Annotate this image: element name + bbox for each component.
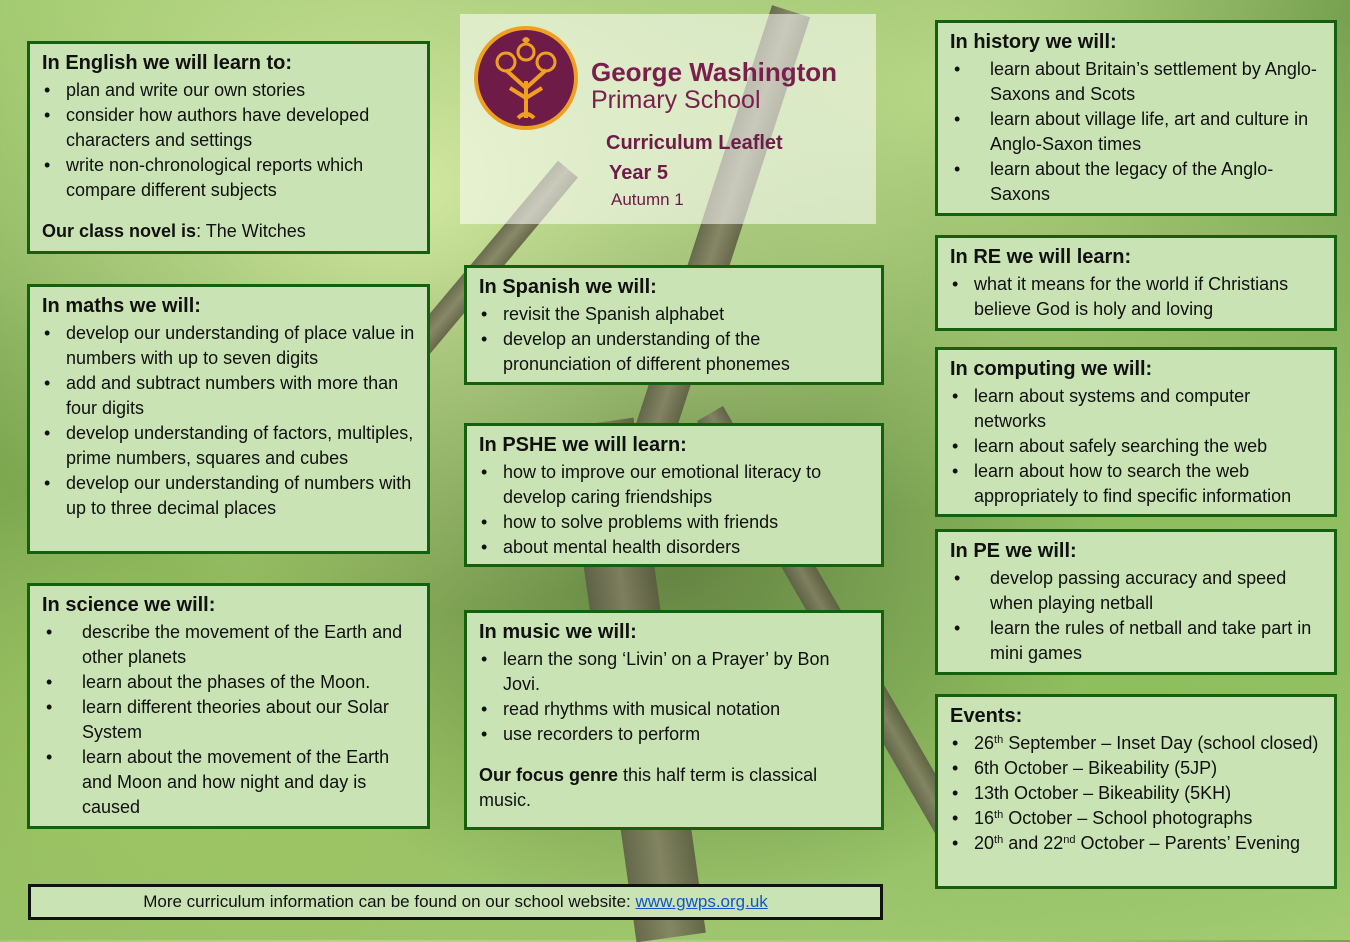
- list-item: • learn the song ‘Livin’ on a Prayer’ by Bon Jovi.: [479, 647, 871, 697]
- event-item: • 13th October – Bikeability (5KH): [950, 781, 1324, 806]
- list-item: • learn about Britain’s settlement by Anglo-Saxons and Scots: [950, 57, 1324, 107]
- school-name-line2: Primary School: [591, 86, 761, 114]
- pshe-title: In PSHE we will learn:: [479, 434, 687, 456]
- class-novel: [42, 219, 417, 244]
- list-item: • write non-chronological reports which compare different subjects: [42, 153, 417, 203]
- science-panel: [27, 583, 430, 829]
- list-item: • learn about village life, art and culture in Anglo-Saxon times: [950, 107, 1324, 157]
- event-item: • 26th September – Inset Day (school closed): [950, 731, 1324, 756]
- website-footer: [28, 884, 883, 920]
- computing-panel: [935, 347, 1337, 517]
- list-item: • develop understanding of factors, multiples, prime numbers, squares and cubes: [42, 421, 417, 471]
- list-item: • use recorders to perform: [479, 722, 871, 747]
- event-item: • 20th and 22nd October – Parents’ Evening: [950, 831, 1324, 856]
- spanish-title: In Spanish we will:: [479, 276, 657, 298]
- history-panel: [935, 20, 1337, 216]
- events-title: Events:: [950, 705, 1023, 727]
- list-item: • describe the movement of the Earth and other planets: [42, 620, 417, 670]
- leaflet-term: Autumn 1: [611, 190, 684, 209]
- spanish-panel: [464, 265, 884, 385]
- list-item: • what it means for the world if Christians believe God is holy and loving: [950, 272, 1324, 322]
- leaflet-title: Curriculum Leaflet: [606, 132, 783, 154]
- event-item: • 6th October – Bikeability (5JP): [950, 756, 1324, 781]
- class-novel-value: : The Witches: [196, 221, 306, 241]
- maths-title: In maths we will:: [42, 295, 201, 317]
- list-item: • learn about how to search the web appropriately to find specific information: [950, 459, 1324, 509]
- list-item: • learn different theories about our Solar System: [42, 695, 417, 745]
- list-item: • consider how authors have developed characters and settings: [42, 103, 417, 153]
- list-item: • how to solve problems with friends: [479, 510, 871, 535]
- leaflet-year: Year 5: [609, 162, 668, 184]
- music-panel: [464, 610, 884, 830]
- list-item: • learn about safely searching the web: [950, 434, 1324, 459]
- music-title: In music we will:: [479, 621, 637, 643]
- english-panel: [27, 41, 430, 254]
- maths-panel: [27, 284, 430, 554]
- website-link[interactable]: www.gwps.org.uk: [635, 892, 768, 911]
- school-logo-panel: [460, 14, 876, 224]
- english-title: In English we will learn to:: [42, 52, 293, 74]
- re-panel: [935, 235, 1337, 331]
- list-item: • learn about systems and computer networks: [950, 384, 1324, 434]
- list-item: • read rhythms with musical notation: [479, 697, 871, 722]
- list-item: • develop passing accuracy and speed when playing netball: [950, 566, 1324, 616]
- school-tree-logo: [470, 26, 582, 130]
- pshe-panel: [464, 423, 884, 567]
- history-title: In history we will:: [950, 31, 1117, 53]
- focus-genre: [479, 763, 871, 813]
- science-title: In science we will:: [42, 594, 216, 616]
- list-item: • learn about the legacy of the Anglo-Saxons: [950, 157, 1324, 207]
- list-item: • learn about the phases of the Moon.: [42, 670, 417, 695]
- list-item: • learn the rules of netball and take part in mini games: [950, 616, 1324, 666]
- class-novel-label: Our class novel is: [42, 221, 197, 241]
- focus-genre-value: this half term is classical music.: [479, 765, 818, 810]
- list-item: • about mental health disorders: [479, 535, 871, 560]
- list-item: • revisit the Spanish alphabet: [479, 302, 871, 327]
- list-item: • plan and write our own stories: [42, 78, 417, 103]
- pe-panel: [935, 529, 1337, 675]
- list-item: • how to improve our emotional literacy to develop caring friendships: [479, 460, 871, 510]
- footer-text: More curriculum information can be found on our school website:: [143, 892, 636, 911]
- pe-title: In PE we will:: [950, 540, 1077, 562]
- list-item: • add and subtract numbers with more than four digits: [42, 371, 417, 421]
- list-item: • develop an understanding of the pronunciation of different phonemes: [479, 327, 871, 377]
- list-item: • develop our understanding of numbers with up to three decimal places: [42, 471, 417, 521]
- event-item: • 16th October – School photographs: [950, 806, 1324, 831]
- list-item: • develop our understanding of place value in numbers with up to seven digits: [42, 321, 417, 371]
- focus-genre-label: Our focus genre: [479, 765, 619, 785]
- re-title: In RE we will learn:: [950, 246, 1132, 268]
- events-panel: [935, 694, 1337, 889]
- school-name: [591, 58, 837, 114]
- school-name-line1: George Washington: [591, 57, 838, 87]
- list-item: • learn about the movement of the Earth and Moon and how night and day is caused: [42, 745, 417, 820]
- computing-title: In computing we will:: [950, 358, 1153, 380]
